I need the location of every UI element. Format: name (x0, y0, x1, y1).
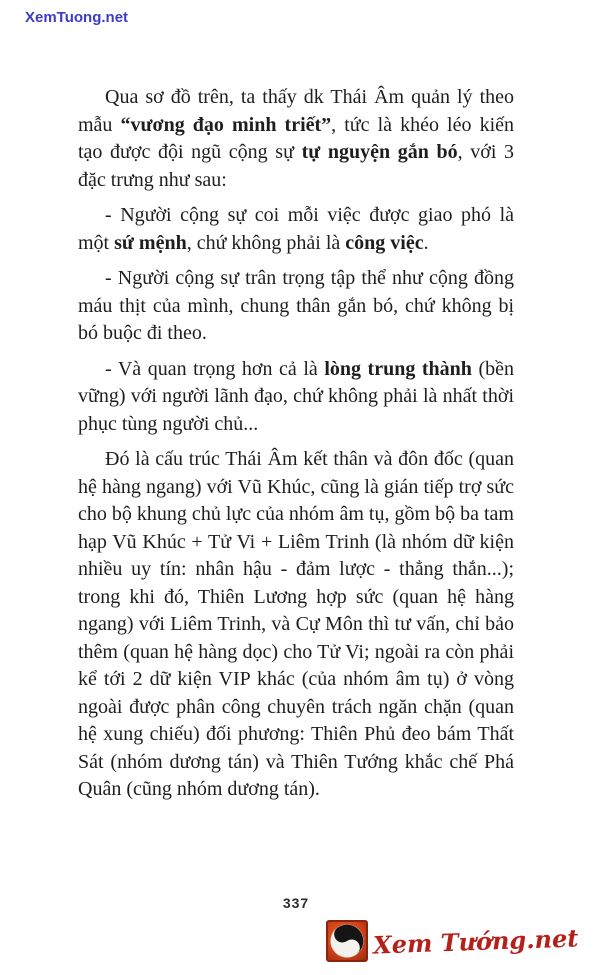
paragraph: Qua sơ đồ trên, ta thấy dk Thái Âm quản lý theo mẫu “vương đạo minh triết”, tức là khéo léo kiến tạo được đội ngũ cộng sự tự nguyện gắn bó, với 3 đặc trưng như sau: (78, 86, 515, 191)
footer-logo[interactable] (326, 920, 578, 962)
page-number: 337 (282, 895, 310, 911)
paragraph: Đó là cấu trúc Thái Âm kết thân và đôn đốc (quan hệ hàng ngang) với Vũ Khúc, cũng là gián tiếp trợ sức cho bộ khung chủ lực của nhóm âm tụ, gồm bộ ba tam hạp Vũ Khúc + Tử Vi + Liêm Trinh (là nhóm dữ kiện nhiều uy tín: nhân hậu - đảm lược - thẳng thắn...); trong khi đó, Thiên Lương hợp sức (quan hệ hàng ngang) với Liêm Trinh, và Cự Môn thì tư vấn, chỉ bảo thêm (quan hệ hàng dọc) cho Tử Vi; ngoài ra còn phải kể tới 2 dữ kiện VIP khác (của nhóm âm tụ) ở vòng ngoài được phân công chuyên trách ngăn chặn (quan hệ xung chiếu) đối phương: Thiên Phủ đeo bám Thất Sát (nhóm dương tán) và Thiên Tướng khắc chế Phá Quân (cũng nhóm dương tán). (78, 448, 514, 800)
footer-logo-text: Xem Tướng.net (372, 922, 579, 960)
paragraph: - Người cộng sự coi mỗi việc được giao phó là một sứ mệnh, chứ không phải là công việc. (78, 204, 514, 254)
page-text (78, 84, 514, 812)
paragraph: - Và quan trọng hơn cả là lòng trung thành (bền vững) với người lãnh đạo, chứ không phải là nhất thời phục tùng người chủ... (78, 357, 514, 435)
site-link[interactable]: XemTuong.net (25, 9, 129, 26)
paragraph: - Người cộng sự trân trọng tập thể như cộng đồng máu thịt của mình, chung thân gắn bó, chứ không bị bó buộc đi theo. (78, 267, 514, 344)
yin-yang-icon (326, 920, 368, 962)
